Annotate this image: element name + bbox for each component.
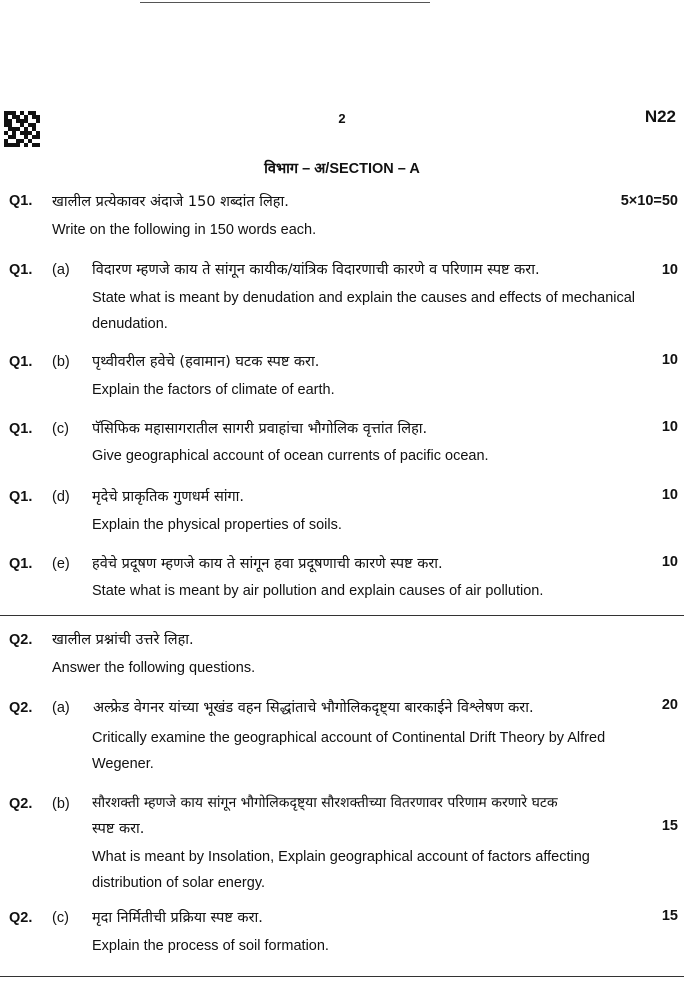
section-title: विभाग – अ/SECTION – A (264, 161, 420, 177)
question-number: Q1. (9, 556, 33, 572)
question-text-marathi: अल्फ्रेड वेगनर यांच्या भूखंड वहन सिद्धांताचे भौगोलिकदृष्ट्या बारकाईने विश्लेषण करा. (93, 700, 534, 716)
question-text-english: Answer the following questions. (52, 660, 256, 676)
question-text-english: Give geographical account of ocean currents of pacific ocean. (92, 448, 489, 464)
question-text-marathi: सौरशक्ती म्हणजे काय सांगून भौगोलिकदृष्ट्या सौरशक्तीच्या वितरणावर परिणाम करणारे घटक (92, 795, 558, 811)
question-part: (e) (52, 556, 70, 572)
question-text-english: State what is meant by air pollution and explain causes of air pollution. (92, 583, 544, 599)
question-text-english: State what is meant by denudation and explain the causes and effects of mechanical denudation. (92, 290, 636, 332)
question-text-marathi: हवेचे प्रदूषण म्हणजे काय ते सांगून हवा प्रदूषणाची कारणे स्पष्ट करा. (92, 556, 443, 572)
question-number: Q1. (9, 421, 33, 437)
paper-code: N22 (644, 107, 676, 126)
question-number: Q1. (9, 262, 33, 278)
section-divider (0, 615, 684, 616)
question-text-marathi: मृदा निर्मितीची प्रक्रिया स्पष्ट करा. (92, 910, 263, 926)
question-text-marathi: पृथ्वीवरील हवेचे (हवामान) घटक स्पष्ट करा. (92, 354, 320, 370)
question-part: (b) (52, 796, 70, 812)
question-marks: 20 (661, 697, 678, 713)
page-number: 2 (338, 111, 346, 126)
question-part: (b) (52, 354, 70, 370)
question-text-marathi: पॅसिफिक महासागरातील सागरी प्रवाहांचा भौगोलिक वृत्तांत लिहा. (92, 421, 428, 437)
question-number: Q1. (9, 489, 33, 505)
bottom-rule (0, 976, 684, 977)
question-marks: 10 (661, 352, 678, 368)
question-text-english: What is meant by Insolation, Explain geographical account of factors affecting distribution of solar energy. (92, 849, 590, 891)
question-text-english: Explain the process of soil formation. (92, 938, 329, 954)
question-part: (a) (52, 262, 70, 278)
question-marks: 15 (661, 908, 678, 924)
question-text-marathi: खालील प्रत्येकावर अंदाजे 150 शब्दांत लिहा. (52, 194, 289, 210)
question-marks: 15 (661, 818, 678, 834)
question-number: Q2. (9, 700, 33, 716)
question-text-marathi: खालील प्रश्नांची उत्तरे लिहा. (52, 632, 194, 648)
question-part: (c) (52, 421, 69, 437)
question-marks: 10 (661, 262, 678, 278)
question-text-english: Explain the factors of climate of earth. (92, 382, 335, 398)
question-number: Q2. (9, 632, 33, 648)
question-marks: 5×10=50 (620, 193, 678, 209)
question-marks: 10 (661, 554, 678, 570)
question-text-english: Explain the physical properties of soils. (92, 517, 342, 533)
question-number: Q1. (9, 354, 33, 370)
question-text-marathi: मृदेचे प्राकृतिक गुणधर्म सांगा. (92, 489, 245, 505)
question-part: (d) (52, 489, 70, 505)
question-text-marathi: विदारण म्हणजे काय ते सांगून कायीक/यांत्रिक विदारणाची कारणे व परिणाम स्पष्ट करा. (92, 262, 540, 278)
question-number: Q1. (9, 193, 33, 209)
question-number: Q2. (9, 796, 33, 812)
top-rule (140, 2, 430, 3)
question-text-marathi-cont: स्पष्ट करा. (92, 821, 145, 837)
question-text-english: Critically examine the geographical account of Continental Drift Theory by Alfred Wegener. (92, 730, 606, 772)
question-number: Q2. (9, 910, 33, 926)
question-text-english: Write on the following in 150 words each. (52, 222, 317, 238)
question-part: (c) (52, 910, 69, 926)
question-part: (a) (52, 700, 70, 716)
question-marks: 10 (661, 487, 678, 503)
question-marks: 10 (661, 419, 678, 435)
